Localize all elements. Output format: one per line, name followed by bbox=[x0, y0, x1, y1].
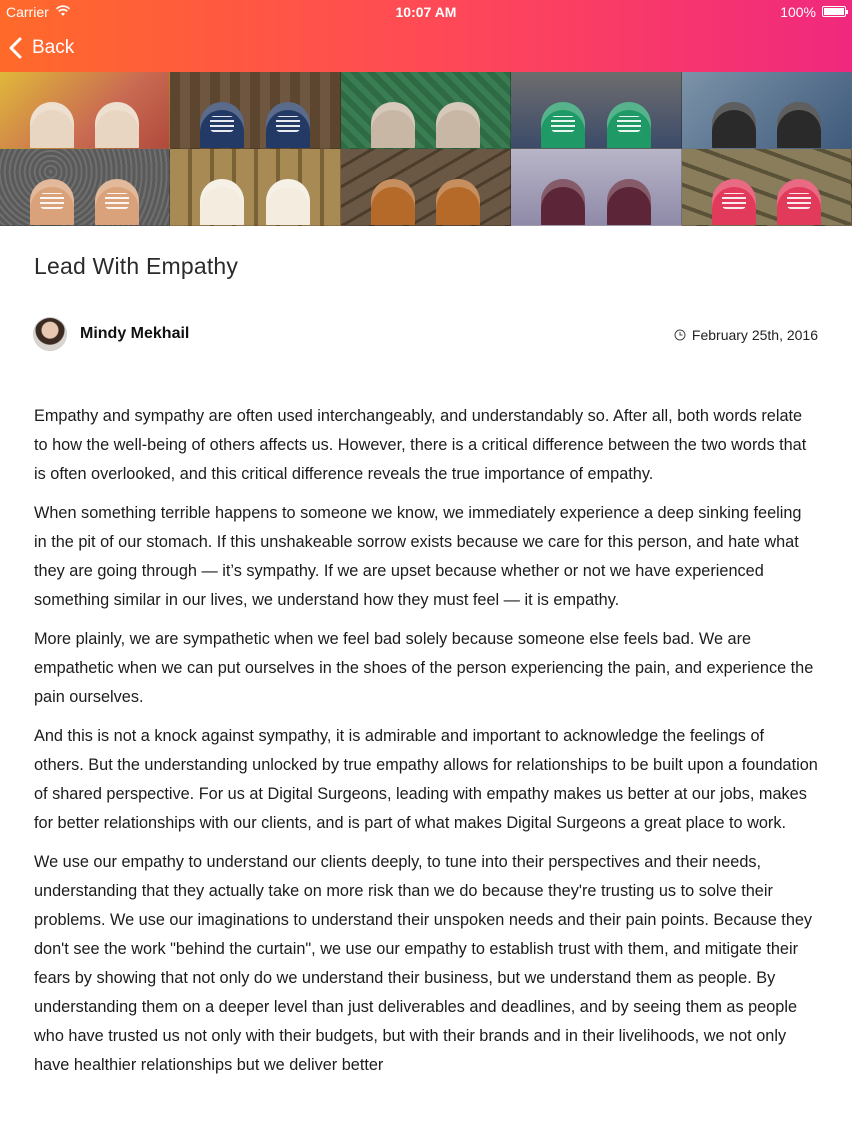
hero-tile bbox=[341, 149, 511, 226]
article-paragraph: We use our empathy to understand our clients deeply, to tune into their perspectives and their needs, understanding that they actually take on more risk than we do because they're trusting us to solve their problems. We use our imaginations to understand their unspoken needs and their pain points. Because they don't see the work "behind the curtain", we use our empathy to establish trust with them, and mitigate their fears by showing that not only do we understand their business, but we understand them as people. By understanding them on a deeper level than just deliverables and deadlines, and by seeing them as people who have trusted us not only with their budgets, but with their brands and in their livelihoods, we not only have healthier relationships but we deliver better bbox=[34, 853, 813, 1074]
battery-icon bbox=[822, 6, 846, 17]
carrier-label: Carrier bbox=[6, 4, 49, 20]
chevron-left-icon bbox=[8, 37, 24, 59]
navigation-bar bbox=[0, 0, 852, 72]
hero-tile bbox=[341, 72, 511, 149]
back-button[interactable] bbox=[8, 34, 74, 62]
article-paragraph: More plainly, we are sympathetic when we feel bad solely because someone else feels bad. We are empathetic when we can put ourselves in the shoes of the person experiencing the pain, and experience the pain ourselves. bbox=[34, 630, 814, 706]
hero-tile bbox=[682, 149, 852, 226]
article-paragraph: Empathy and sympathy are often used interchangeably, and understandably so. After all, both words relate to how the well-being of others affects us. However, there is a critical difference between the two words that is often overlooked, and this critical difference reveals the true importance of empathy. bbox=[34, 407, 807, 483]
clock-icon bbox=[674, 329, 686, 341]
hero-tile bbox=[0, 72, 170, 149]
hero-tile bbox=[0, 149, 170, 226]
article-title: Lead With Empathy bbox=[34, 253, 239, 279]
publish-date bbox=[674, 327, 818, 343]
back-label: Back bbox=[32, 37, 75, 58]
hero-tile bbox=[682, 72, 852, 149]
clock-time: 10:07 AM bbox=[395, 4, 457, 20]
article-paragraph: When something terrible happens to someone we know, we immediately experience a deep sinking feeling in the pit of our stomach. If this unshakeable sorrow exists because we care for this person, and hate what they are going through — it’s sympathy. If we are upset because whether or not we have experienced something similar in our lives, we understand how they must feel — it is empathy. bbox=[34, 504, 802, 609]
hero-tile bbox=[511, 72, 681, 149]
article-body bbox=[34, 402, 818, 1090]
date-text: February 25th, 2016 bbox=[691, 327, 818, 343]
author-avatar[interactable] bbox=[34, 318, 66, 350]
hero-tile bbox=[170, 72, 340, 149]
hero-tile bbox=[170, 149, 340, 226]
author-row bbox=[34, 318, 818, 350]
battery-percentage: 100% bbox=[780, 4, 816, 20]
author-name[interactable]: Mindy Mekhail bbox=[80, 325, 190, 342]
status-bar bbox=[0, 0, 852, 24]
hero-image-collage bbox=[0, 72, 852, 226]
hero-tile bbox=[511, 149, 681, 226]
article-paragraph: And this is not a knock against sympathy, it is admirable and important to acknowledge the feelings of others. But the understanding unlocked by true empathy allows for relationships to be built upon a foundation of shared perspective. For us at Digital Surgeons, leading with empathy makes us better at our jobs, makes for better relationships with our clients, and is part of what makes Digital Surgeons a great place to work. bbox=[34, 727, 818, 832]
